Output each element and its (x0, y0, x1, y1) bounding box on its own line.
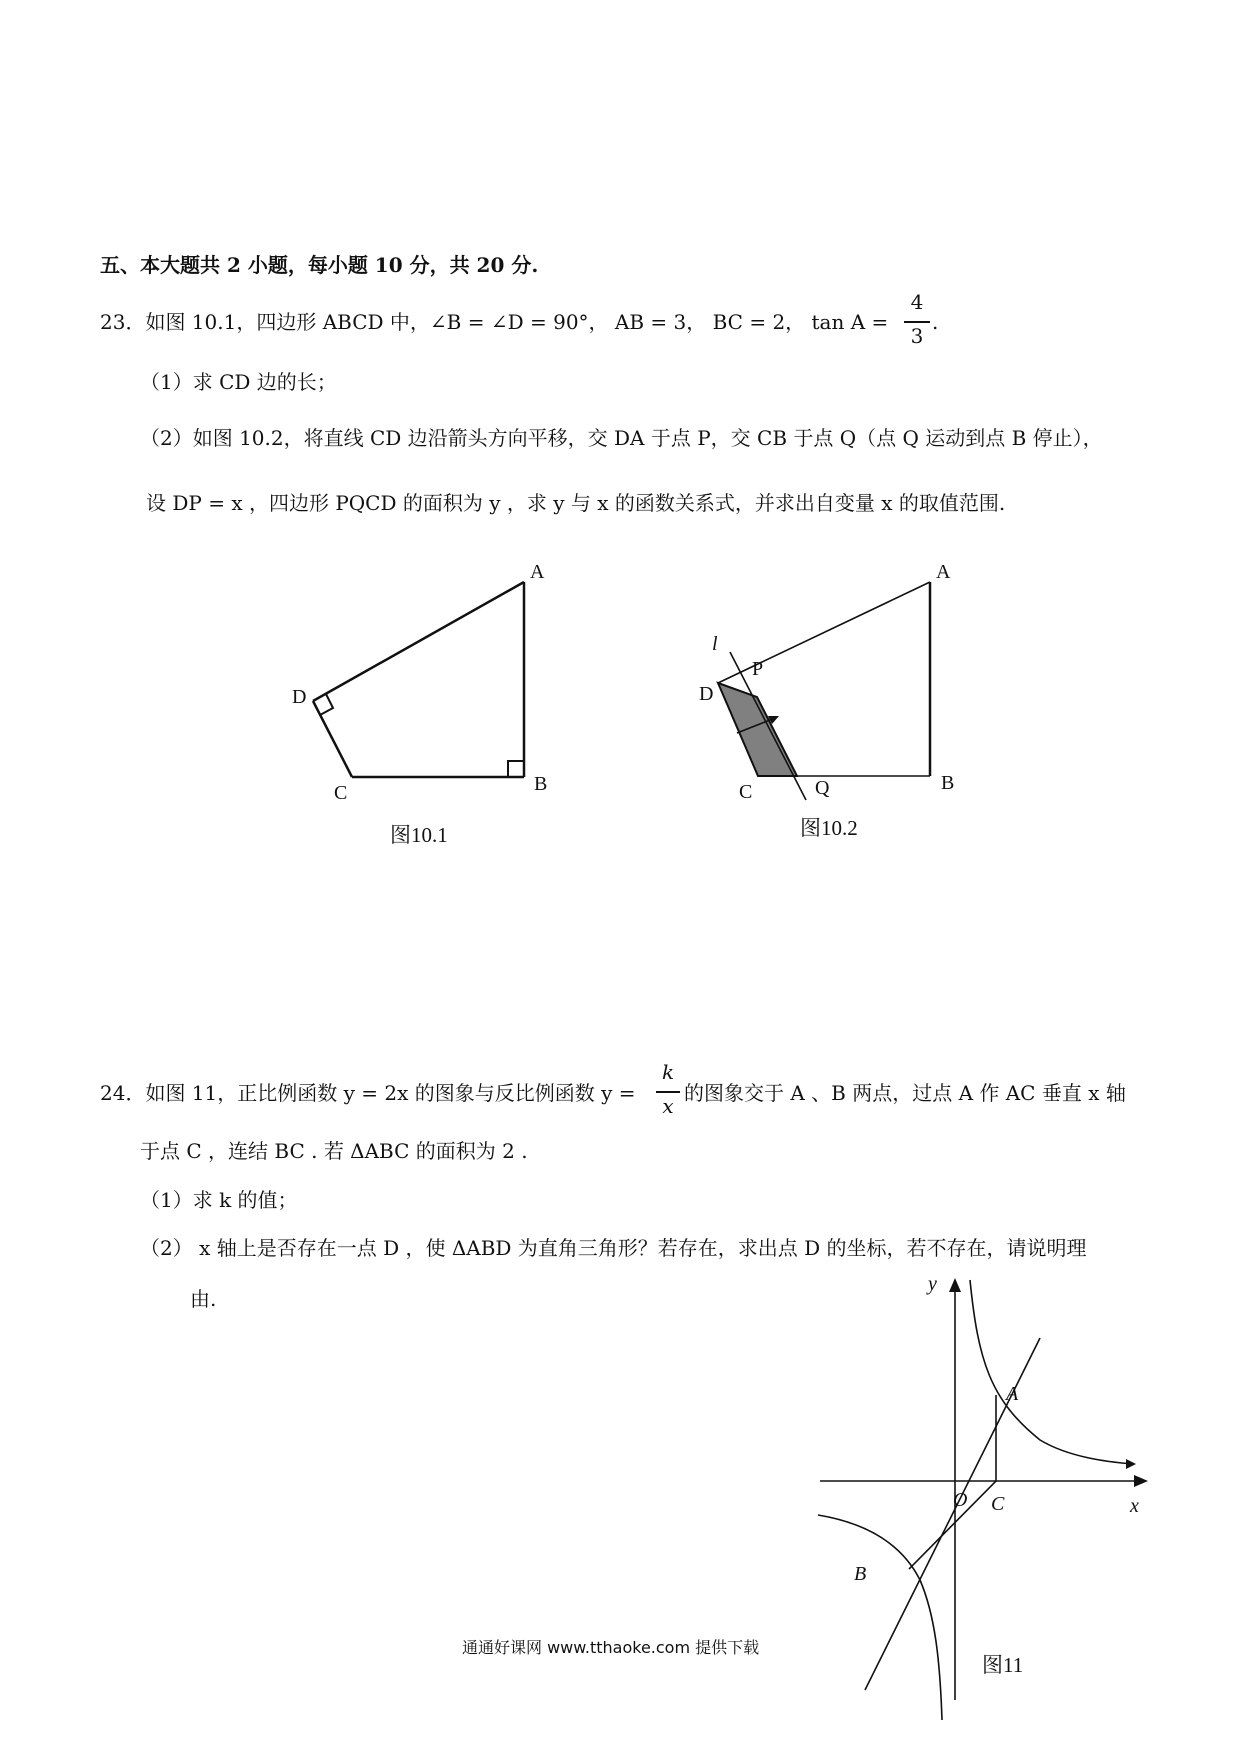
fig102-label-A: A (936, 561, 951, 583)
q24-stem-a: 24．如图 11，正比例函数 y = 2x 的图象与反比例函数 y = (100, 1081, 636, 1105)
q24-stem-b: 的图象交于 A 、B 两点，过点 A 作 AC 垂直 x 轴 (684, 1081, 1126, 1105)
fig101-side-CD (313, 701, 352, 777)
fig11-y-axis-arrow (949, 1278, 961, 1292)
q24-part2-line2: 由. (190, 1287, 217, 1311)
fig11-label-O: O (953, 1489, 968, 1511)
fig102-label-D: D (699, 683, 714, 705)
figure-10-2 (699, 561, 954, 840)
q23-tan-end: . (932, 310, 939, 334)
q24-part1: （1）求 k 的值； (140, 1188, 298, 1212)
q24-k-numerator: k (661, 1060, 675, 1084)
fig102-shaded-PQCD (718, 683, 797, 776)
fig102-label-B: B (941, 772, 955, 794)
fig102-label-l: l (712, 633, 718, 655)
fig101-right-angle-B (508, 761, 524, 777)
figure-11 (818, 1273, 1148, 1720)
q23-part2-line1: （2）如图 10.2，将直线 CD 边沿箭头方向平移，交 DA 于点 P，交 CB 于点 Q（点 Q 运动到点 B 停止）， (140, 426, 1103, 450)
fig101-label-B: B (534, 773, 548, 795)
q23-part1: （1）求 CD 边的长； (140, 370, 337, 394)
q24-stem-line2: 于点 C ，连结 BC . 若 ΔABC 的面积为 2 . (140, 1139, 528, 1163)
fig11-label-B: B (854, 1563, 867, 1585)
q23-tan-numerator: 4 (910, 290, 924, 314)
figure-10-1 (292, 561, 547, 847)
fig11-hyperbola-branch-1 (970, 1280, 1132, 1464)
q23-stem: 23．如图 10.1，四边形 ABCD 中，∠B = ∠D = 90°， AB = 3， BC = 2， tan A = (100, 310, 889, 334)
footer-source: 通通好课网 www.tthaoke.com 提供下载 (462, 1638, 760, 1657)
section-heading: 五、本大题共 2 小题，每小题 10 分，共 20 分. (100, 253, 539, 277)
fig101-label-A: A (530, 561, 545, 583)
fig11-caption: 图11 (982, 1653, 1024, 1677)
fig102-label-Q: Q (815, 777, 830, 799)
q23-tan-denominator: 3 (910, 324, 924, 348)
fig102-label-P: P (752, 658, 764, 680)
fig11-hyperbola-branch-2 (818, 1515, 942, 1720)
fig102-side-DA (718, 582, 930, 683)
fig101-label-D: D (292, 686, 307, 708)
fig11-hyperbola-arrow (1126, 1459, 1136, 1469)
fig102-caption: 图10.2 (800, 816, 858, 840)
fig101-caption: 图10.1 (390, 823, 448, 847)
fig11-x-axis-arrow (1134, 1475, 1148, 1487)
fig102-label-C: C (739, 781, 753, 803)
q24-k-bar (656, 1091, 680, 1093)
q24-k-denominator: x (662, 1094, 674, 1118)
fig11-label-C: C (991, 1493, 1005, 1515)
fig101-side-DA (313, 582, 524, 701)
fig11-label-x: x (1130, 1495, 1139, 1517)
q24-part2-line1: （2） x 轴上是否存在一点 D ，使 ΔABD 为直角三角形？若存在，求出点 D 的坐标，若不存在，请说明理 (140, 1236, 1087, 1260)
q23-part2-line2: 设 DP = x ，四边形 PQCD 的面积为 y ，求 y 与 x 的函数关系式，并求出自变量 x 的取值范围. (146, 491, 1006, 515)
fig101-label-C: C (334, 782, 348, 804)
fig11-label-A: A (1006, 1383, 1019, 1405)
fig11-label-y: y (928, 1273, 937, 1295)
